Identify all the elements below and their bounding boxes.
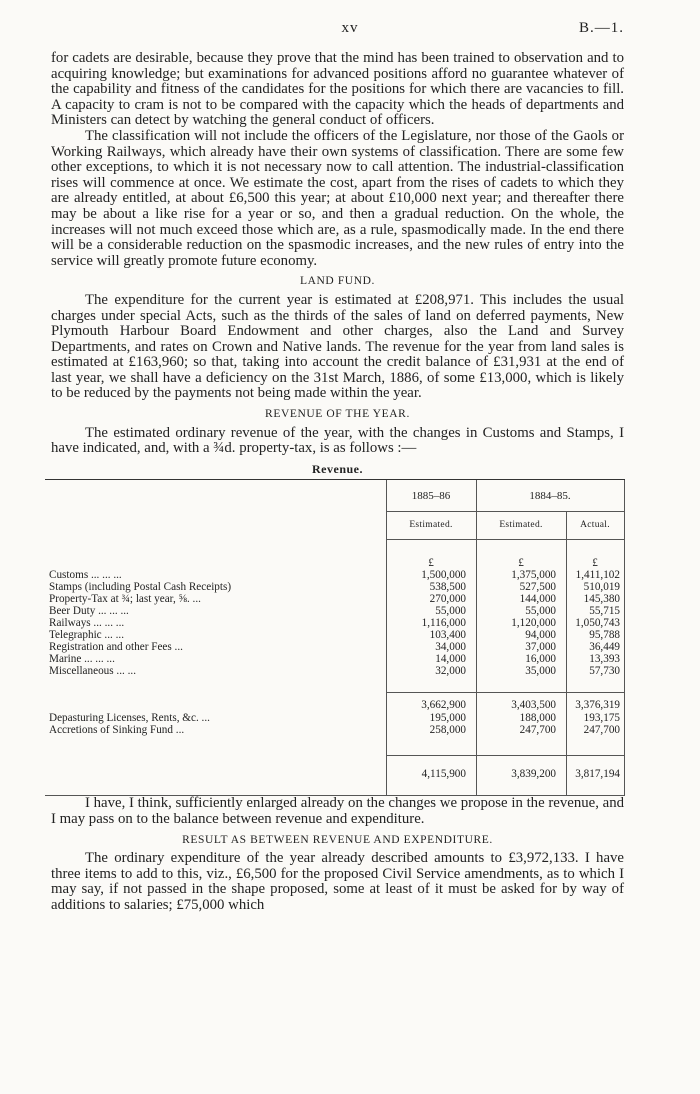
paragraph-classification: The classification will not include the officers of the Legislature, nor those of the Gaols or Working Railways, which already have their own systems of classification. There are some few other exceptions, to which it is not necessary now to call attention. The industrial-classification rises will commence at once. We estimate the cost, apart from the rises of cadets to which they are already entitled, at about £6,500 this year; at about £10,000 next year; and thereafter there may be about a like rise for a year or so, and then a gradual reduction. On the whole, the increases will not much exceed those which are, as a rule, spasmodically made. In the end there will be a considerable reduction on the spasmodic increases, and the new rules of entry into the service will greatly promote future economy. bbox=[51, 127, 624, 269]
row-label: Depasturing Licenses, Rents, &c. ... bbox=[49, 712, 210, 725]
revenue-heading: REVENUE OF THE YEAR. bbox=[265, 408, 410, 421]
column-header-1885: 1885–86 bbox=[411, 490, 451, 503]
estimate-1885: 103,400 bbox=[429, 629, 466, 642]
subheader-estimated-1885: Estimated. bbox=[409, 520, 453, 531]
row-label: Beer Duty ... ... ... bbox=[49, 605, 129, 618]
total-actual-1884: 3,817,194 bbox=[575, 768, 620, 781]
subheader-estimated-1884: Estimated. bbox=[499, 520, 543, 531]
paragraph-cadets: for cadets are desirable, because they prove that the mind has been trained to observation and to acquiring knowledge; but examinations for advanced positions afford no guarantee whatever of the capability and fitness of the candidates for the positions for which there are vacancies to fill. A capacity to cram is not to be compared with the capacity which the heads of departments and Ministers can detect by watching the general conduct of officers. bbox=[51, 50, 624, 129]
paragraph-after-table: I have, I think, sufficiently enlarged already on the changes we propose in the revenue, and I may pass on to the balance between revenue and expenditure. bbox=[51, 795, 624, 828]
actual-1884: 1,050,743 bbox=[575, 617, 620, 630]
page-header bbox=[0, 20, 700, 42]
estimate-1885: 538,500 bbox=[429, 581, 466, 594]
estimate-1885: 34,000 bbox=[435, 641, 466, 654]
estimate-1885: 55,000 bbox=[435, 605, 466, 618]
estimate-1885: 1,116,000 bbox=[421, 617, 466, 630]
estimate-1885: 258,000 bbox=[429, 724, 466, 737]
currency-symbol: £ bbox=[428, 557, 434, 570]
result-paragraph: The ordinary expenditure of the year already described amounts to £3,972,133. I have three items to add to this, viz., £6,500 for the proposed Civil Service amendments, as to which I may say, if not passed in the shape proposed, some at least of it must be asked for by way of additions to salaries; £75,000 which bbox=[51, 850, 624, 913]
estimate-1884: 37,000 bbox=[525, 641, 556, 654]
result-heading: RESULT AS BETWEEN REVENUE AND EXPENDITURE. bbox=[182, 833, 493, 846]
estimate-1885: 32,000 bbox=[435, 665, 466, 678]
actual-1884: 55,715 bbox=[589, 605, 620, 618]
actual-1884: 13,393 bbox=[589, 653, 620, 666]
row-label: Miscellaneous ... ... bbox=[49, 665, 136, 678]
actual-1884: 1,411,102 bbox=[575, 569, 620, 582]
revenue-table bbox=[45, 479, 625, 796]
row-label: Customs ... ... ... bbox=[49, 569, 122, 582]
estimate-1884: 188,000 bbox=[519, 712, 556, 725]
row-label: Telegraphic ... ... bbox=[49, 629, 125, 642]
estimate-1884: 94,000 bbox=[525, 629, 556, 642]
column-header-1884: 1884–85. bbox=[529, 490, 571, 503]
estimate-1885: 270,000 bbox=[429, 593, 466, 606]
estimate-1884: 247,700 bbox=[519, 724, 556, 737]
revenue-paragraph: The estimated ordinary revenue of the year, with the changes in Customs and Stamps, I have indicated, and, with a ¾d. property-tax, is as follows :— bbox=[51, 424, 624, 457]
estimate-1885: 14,000 bbox=[435, 653, 466, 666]
estimate-1885: 195,000 bbox=[429, 712, 466, 725]
currency-symbol: £ bbox=[518, 557, 524, 570]
subtotal-actual-1884: 3,376,319 bbox=[575, 699, 620, 712]
currency-symbol: £ bbox=[592, 557, 598, 570]
estimate-1884: 16,000 bbox=[525, 653, 556, 666]
actual-1884: 36,449 bbox=[589, 641, 620, 654]
actual-1884: 510,019 bbox=[583, 581, 620, 594]
land-fund-heading: LAND FUND. bbox=[300, 275, 375, 288]
revenue-table-title: Revenue. bbox=[312, 461, 363, 476]
document-body bbox=[51, 51, 624, 914]
document-reference: B.—1. bbox=[578, 20, 624, 36]
subtotal-estimate-1884: 3,403,500 bbox=[511, 699, 556, 712]
row-label: Registration and other Fees ... bbox=[49, 641, 183, 654]
estimate-1884: 1,375,000 bbox=[511, 569, 556, 582]
subtotal-1885: 3,662,900 bbox=[421, 699, 466, 712]
estimate-1884: 1,120,000 bbox=[511, 617, 556, 630]
page-number: xv bbox=[341, 20, 359, 36]
subheader-actual-1884: Actual. bbox=[580, 520, 610, 531]
row-label: Accretions of Sinking Fund ... bbox=[49, 724, 185, 737]
row-label: Marine ... ... ... bbox=[49, 653, 115, 666]
total-1885: 4,115,900 bbox=[421, 768, 466, 781]
row-label: Railways ... ... ... bbox=[49, 617, 125, 630]
estimate-1884: 35,000 bbox=[525, 665, 556, 678]
estimate-1884: 527,500 bbox=[519, 581, 556, 594]
total-estimate-1884: 3,839,200 bbox=[511, 768, 556, 781]
actual-1884: 247,700 bbox=[583, 724, 620, 737]
estimate-1885: 1,500,000 bbox=[421, 569, 466, 582]
estimate-1884: 55,000 bbox=[525, 605, 556, 618]
row-label: Property-Tax at ¾; last year, ⅝. ... bbox=[49, 593, 201, 606]
actual-1884: 95,788 bbox=[589, 629, 620, 642]
actual-1884: 193,175 bbox=[583, 712, 620, 725]
actual-1884: 57,730 bbox=[589, 665, 620, 678]
land-fund-paragraph: The expenditure for the current year is estimated at £208,971. This includes the usual charges under special Acts, such as the thirds of the sales of land on deferred payments, New Plymouth Harbour Board Endowment and other charges, also the Land and Survey Departments, and rates on Crown and Native lands. The revenue for the year from land sales is estimated at £163,960; so that, taking into account the credit balance of £31,931 at the end of last year, we shall have a deficiency on the 31st March, 1886, of some £13,000, which is likely to be reduced by the payments not being made within the year. bbox=[51, 291, 624, 402]
actual-1884: 145,380 bbox=[583, 593, 620, 606]
row-label: Stamps (including Postal Cash Receipts) bbox=[49, 581, 232, 594]
estimate-1884: 144,000 bbox=[519, 593, 556, 606]
